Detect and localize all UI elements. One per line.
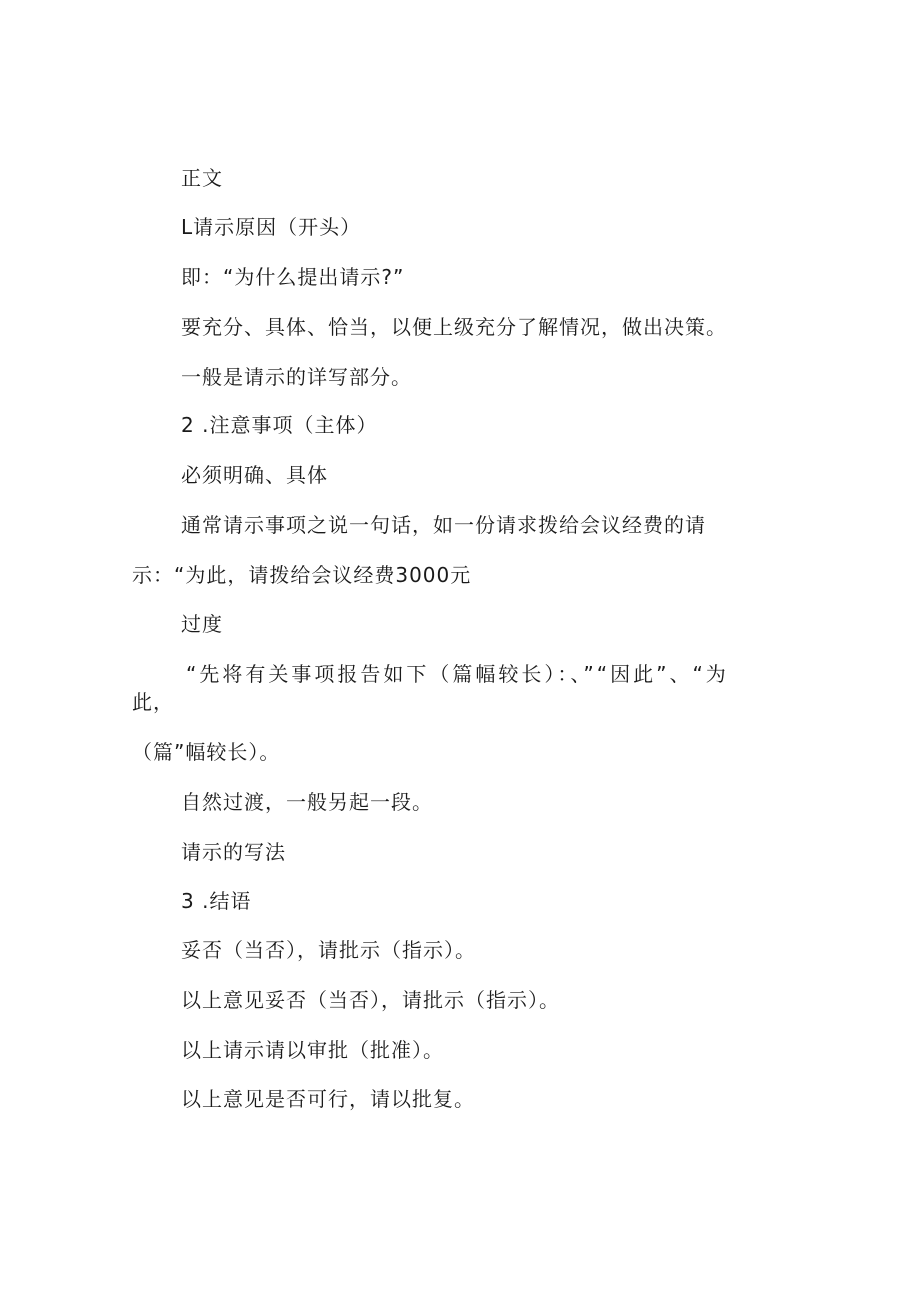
paragraph-line: 请示的写法 <box>181 840 286 864</box>
paragraph-line: 必须明确、具体 <box>181 463 328 487</box>
paragraph-line: 通常请示事项之说一句话，如一份请求拨给会议经费的请 <box>181 513 706 537</box>
paragraph-line: 妥否（当否），请批示（指示）。 <box>181 938 476 962</box>
paragraph-line: 以上意见是否可行，请以批复。 <box>181 1087 475 1111</box>
item-heading-closing: 3 .结语 <box>181 889 252 913</box>
paragraph-line: 过度 <box>181 612 223 636</box>
item-heading-notes: 2 .注意事项（主体） <box>181 413 378 437</box>
paragraph-line: 示：“为此，请拨给会议经费3000元 <box>132 563 472 587</box>
paragraph-line: 要充分、具体、恰当，以便上级充分了解情况，做出决策。 <box>181 315 727 339</box>
paragraph-line: 自然过渡，一般另起一段。 <box>181 790 433 814</box>
paragraph-line: 以上意见妥否（当否），请批示（指示）。 <box>181 988 560 1012</box>
section-heading-body: 正文 <box>181 166 223 190</box>
paragraph-line: 即：“为什么提出请示?” <box>181 265 405 289</box>
paragraph-line: 此， <box>132 690 174 714</box>
paragraph-line: 以上请示请以审批（批准）。 <box>181 1038 444 1062</box>
paragraph-line: （篇”幅较长）。 <box>132 740 281 764</box>
paragraph-line: “先将有关事项报告如下（篇幅较长）：、”“因此”、“为 <box>186 662 729 686</box>
item-heading-reason: L请示原因（开头） <box>181 215 362 239</box>
paragraph-line: 一般是请示的详写部分。 <box>181 365 412 389</box>
